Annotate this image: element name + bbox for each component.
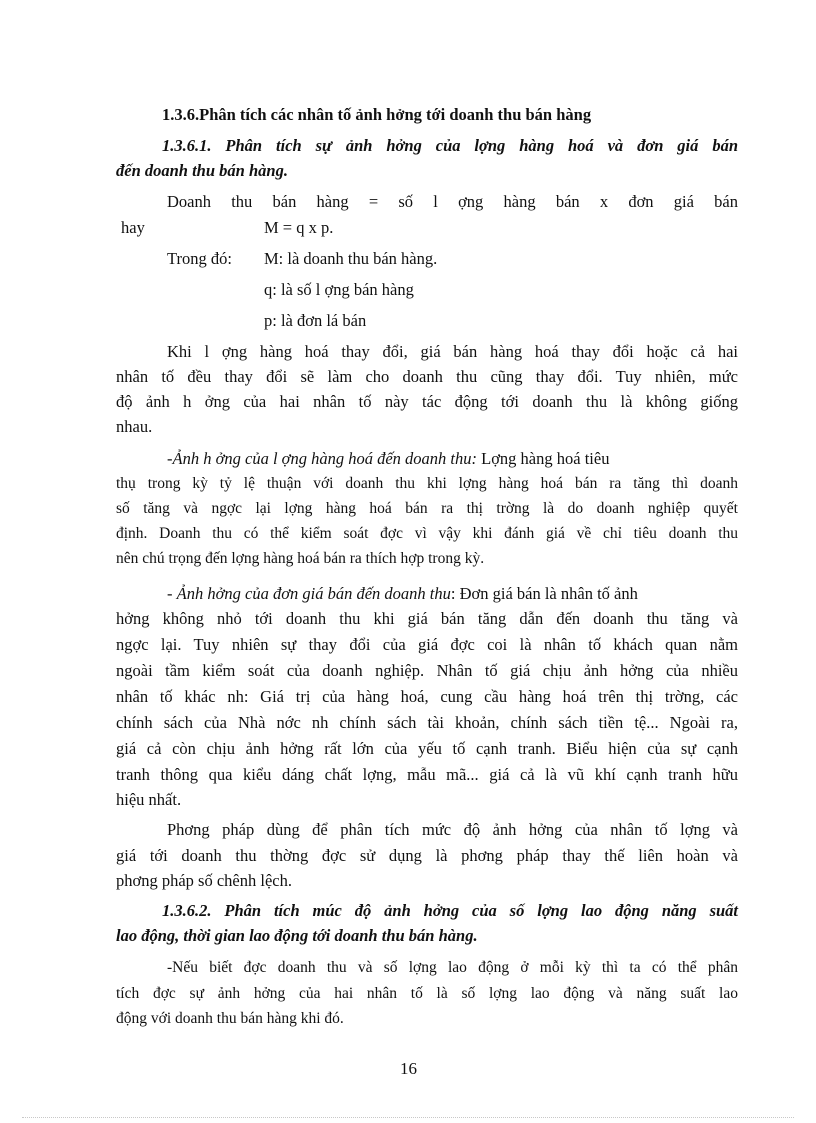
- formula-expression: M = q x p.: [264, 218, 334, 237]
- labor-paragraph-line1: -Nếu biết đợc doanh thu và số lợng lao động ở mỗi kỳ thì ta có thể phân: [167, 959, 738, 976]
- formula-statement: Doanh thu bán hàng = số l ợng hàng bán x đơn giá bán: [167, 192, 738, 211]
- subheading-1-3-6-1-line1: 1.3.6.1. Phân tích sự ảnh hởng của lợng hàng hoá và đơn giá bán: [162, 136, 738, 155]
- definition-q: q: là số l ợng bán hàng: [264, 280, 414, 299]
- price-effect-line6: chính sách của Nhà nớc nh chính sách tài khoản, chính sách tiền tệ... Ngoài ra,: [116, 713, 738, 732]
- labor-paragraph-line3: động với doanh thu bán hàng khi đó.: [116, 1010, 344, 1027]
- where-label: Trong đó:: [167, 249, 232, 268]
- section-heading-1-3-6: 1.3.6.Phân tích các nhân tố ảnh hởng tới doanh thu bán hàng: [162, 105, 592, 124]
- paragraph-change-line2: nhân tố đều thay đổi sẽ làm cho doanh thu cũng thay đổi. Tuy nhiên, mức: [116, 367, 738, 386]
- price-effect-line3: ngợc lại. Tuy nhiên sự thay đổi của giá đợc coi là nhân tố khách quan nằm: [116, 635, 738, 654]
- quantity-effect-line1-text: Lợng hàng hoá tiêu: [477, 449, 610, 468]
- definition-m: M: là doanh thu bán hàng.: [264, 249, 438, 268]
- quantity-effect-line5: nên chú trọng đến lợng hàng hoá bán ra thích hợp trong kỳ.: [116, 550, 485, 567]
- quantity-effect-label: -Ảnh h ởng của l ợng hàng hoá đến doanh thu:: [167, 449, 477, 468]
- price-effect-line7: giá cả còn chịu ảnh hởng rất lớn của yếu tố cạnh tranh. Biểu hiện của sự cạnh: [116, 739, 738, 758]
- price-effect-label: - Ảnh hởng của đơn giá bán đến doanh thu: [167, 584, 451, 603]
- quantity-effect-line4: định. Doanh thu có thể kiểm soát đợc vì vậy khi đánh giá về chỉ tiêu doanh thu: [116, 525, 738, 542]
- labor-paragraph-line2: tích đợc sự ảnh hởng của hai nhân tố là số lợng lao động và năng suất lao: [116, 985, 738, 1002]
- price-effect-line2: hởng không nhỏ tới doanh thu khi giá bán tăng dẫn đến doanh thu tăng và: [116, 609, 738, 628]
- price-effect-line4: ngoài tầm kiểm soát của doanh nghiệp. Nhân tố giá chịu ảnh hởng của nhiều: [116, 661, 738, 680]
- price-effect-line1: [167, 583, 638, 605]
- formula-hay-label: hay: [121, 218, 145, 237]
- price-effect-line8: tranh thông qua kiểu dáng chất lợng, mẫu mã... giá cả là vũ khí cạnh tranh hữu: [116, 765, 738, 784]
- price-effect-line9: hiệu nhất.: [116, 790, 182, 809]
- quantity-effect-line3: số tăng và ngợc lại lợng hàng hoá bán ra thị trờng là do doanh nghiệp quyết: [116, 500, 738, 517]
- definition-p: p: là đơn lá bán: [264, 311, 367, 330]
- quantity-effect-line2: thụ trong kỳ tỷ lệ thuận với doanh thu khi lợng hàng hoá bán ra tăng thì doanh: [116, 475, 738, 492]
- subheading-1-3-6-2-line1: 1.3.6.2. Phân tích múc độ ảnh hởng của số lợng lao động năng suất: [162, 901, 738, 920]
- quantity-effect-line1: [167, 448, 609, 470]
- method-paragraph-line2: giá tới doanh thu thờng đợc sử dụng là phơng pháp thay thế liên hoàn và: [116, 846, 738, 865]
- page-number: 16: [400, 1059, 417, 1078]
- price-effect-line1-text: : Đơn giá bán là nhân tố ảnh: [450, 584, 638, 603]
- method-paragraph-line3: phơng pháp số chênh lệch.: [116, 871, 292, 890]
- method-paragraph-line1: Phơng pháp dùng để phân tích mức độ ảnh hởng của nhân tố lợng và: [167, 820, 738, 839]
- subheading-1-3-6-2-line2: lao động, thời gian lao động tới doanh thu bán hàng.: [116, 926, 478, 945]
- paragraph-change-line1: Khi l ợng hàng hoá thay đổi, giá bán hàng hoá thay đổi hoặc cả hai: [167, 342, 738, 361]
- price-effect-line5: nhân tố khác nh: Giá trị của hàng hoá, cung cầu hàng hoá trên thị trờng, các: [116, 687, 738, 706]
- paragraph-change-line4: nhau.: [116, 417, 153, 436]
- subheading-1-3-6-1-line2: đến doanh thu bán hàng.: [116, 161, 288, 180]
- paragraph-change-line3: độ ảnh h ởng của hai nhân tố này tác động tới doanh thu là không giống: [116, 392, 738, 411]
- footer-dotted-rule: [22, 1117, 794, 1118]
